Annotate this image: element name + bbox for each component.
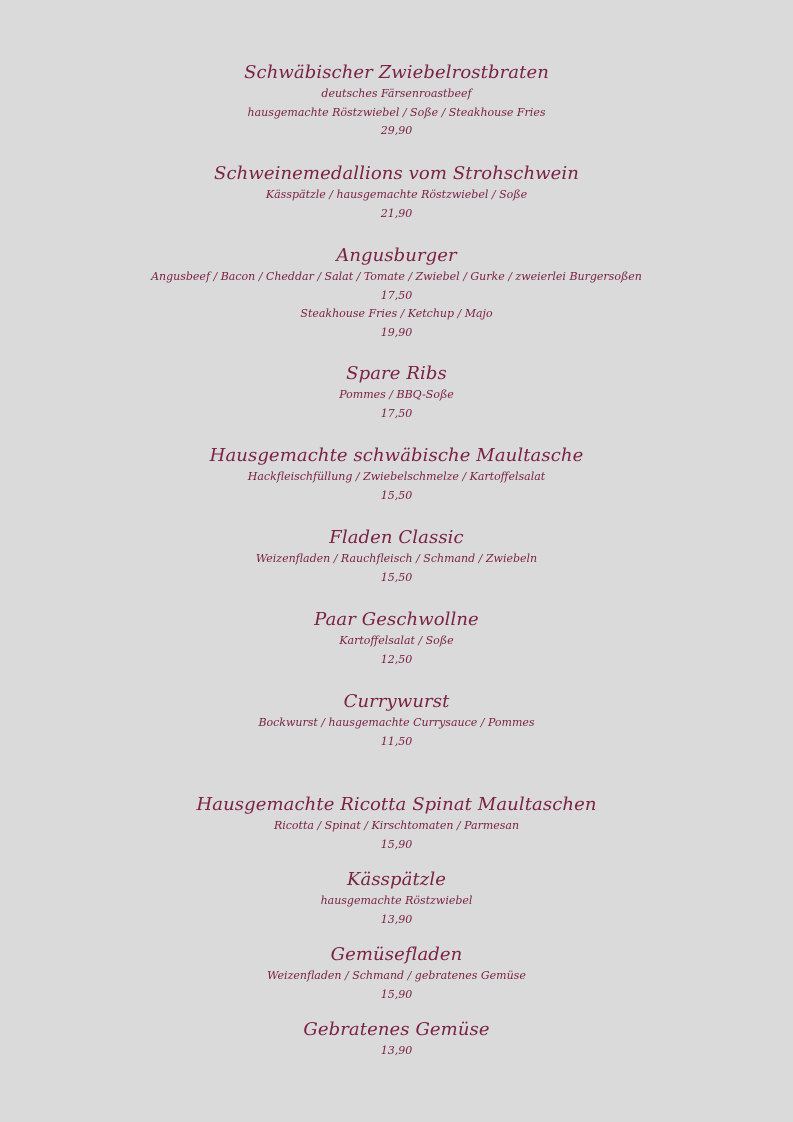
menu-item <box>0 444 793 505</box>
menu-item <box>0 61 793 141</box>
dish-description: Weizenfladen / Schmand / gebratenes Gemüse <box>267 969 526 982</box>
menu-item <box>0 690 793 751</box>
dish-description: Kässpätzle / hausgemachte Röstzwiebel / Soße <box>265 188 528 201</box>
dish-title: Kässpätzle <box>346 869 447 890</box>
menu-item <box>0 943 793 1004</box>
dish-price: 29,90 <box>380 124 413 137</box>
dish-description: deutsches Färsenroastbeef <box>321 87 472 100</box>
menu-item <box>0 526 793 587</box>
dish-description: hausgemachte Röstzwiebel / Soße / Steakhouse Fries <box>247 105 546 119</box>
dish-price: 11,50 <box>380 734 413 748</box>
menu-item <box>0 244 793 342</box>
dish-price: 15,50 <box>380 570 413 584</box>
dish-price: 12,50 <box>380 652 413 666</box>
dish-title: Hausgemachte Ricotta Spinat Maultaschen <box>196 794 597 815</box>
dish-price: 15,50 <box>380 488 413 502</box>
dish-title: Hausgemachte schwäbische Maultasche <box>209 445 584 466</box>
menu-item <box>0 1018 793 1061</box>
menu-item <box>0 162 793 223</box>
dish-description: Steakhouse Fries / Ketchup / Majo <box>300 307 493 320</box>
dish-price: 21,90 <box>380 206 413 220</box>
dish-description: hausgemachte Röstzwiebel <box>320 894 473 907</box>
dish-title: Fladen Classic <box>329 527 464 548</box>
dish-description: Pommes / BBQ-Soße <box>339 388 454 401</box>
dish-title: Gebratenes Gemüse <box>303 1019 490 1040</box>
dish-description: Ricotta / Spinat / Kirschtomaten / Parmesan <box>273 819 520 832</box>
dish-title: Schwäbischer Zwiebelrostbraten <box>244 62 549 83</box>
dish-price: 15,90 <box>380 837 413 851</box>
menu-item <box>0 608 793 669</box>
dish-description: Weizenfladen / Rauchfleisch / Schmand / Zwiebeln <box>255 552 538 565</box>
dish-price: 13,90 <box>380 912 413 926</box>
dish-description: Bockwurst / hausgemachte Currysauce / Pommes <box>258 716 535 729</box>
dish-title: Currywurst <box>343 691 450 712</box>
dish-title: Angusburger <box>336 245 457 266</box>
menu-item <box>0 362 793 423</box>
dish-price: 19,90 <box>380 325 413 339</box>
dish-description: Hackfleischfüllung / Zwiebelschmelze / Kartoffelsalat <box>247 470 546 483</box>
dish-title: Paar Geschwollne <box>314 609 479 630</box>
menu-item <box>0 793 793 854</box>
dish-price: 17,50 <box>380 406 413 420</box>
dish-price: 15,90 <box>380 987 413 1001</box>
dish-description: Kartoffelsalat / Soße <box>339 634 454 647</box>
dish-title: Schweinemedallions vom Strohschwein <box>214 163 579 184</box>
dish-title: Spare Ribs <box>346 363 447 384</box>
dish-title: Gemüsefladen <box>330 944 463 965</box>
dish-price: 13,90 <box>380 1044 413 1057</box>
menu-item <box>0 868 793 929</box>
dish-description: Angusbeef / Bacon / Cheddar / Salat / Tomate / Zwiebel / Gurke / zweierlei Burgersoßen <box>151 270 642 283</box>
dish-price: 17,50 <box>380 288 413 302</box>
